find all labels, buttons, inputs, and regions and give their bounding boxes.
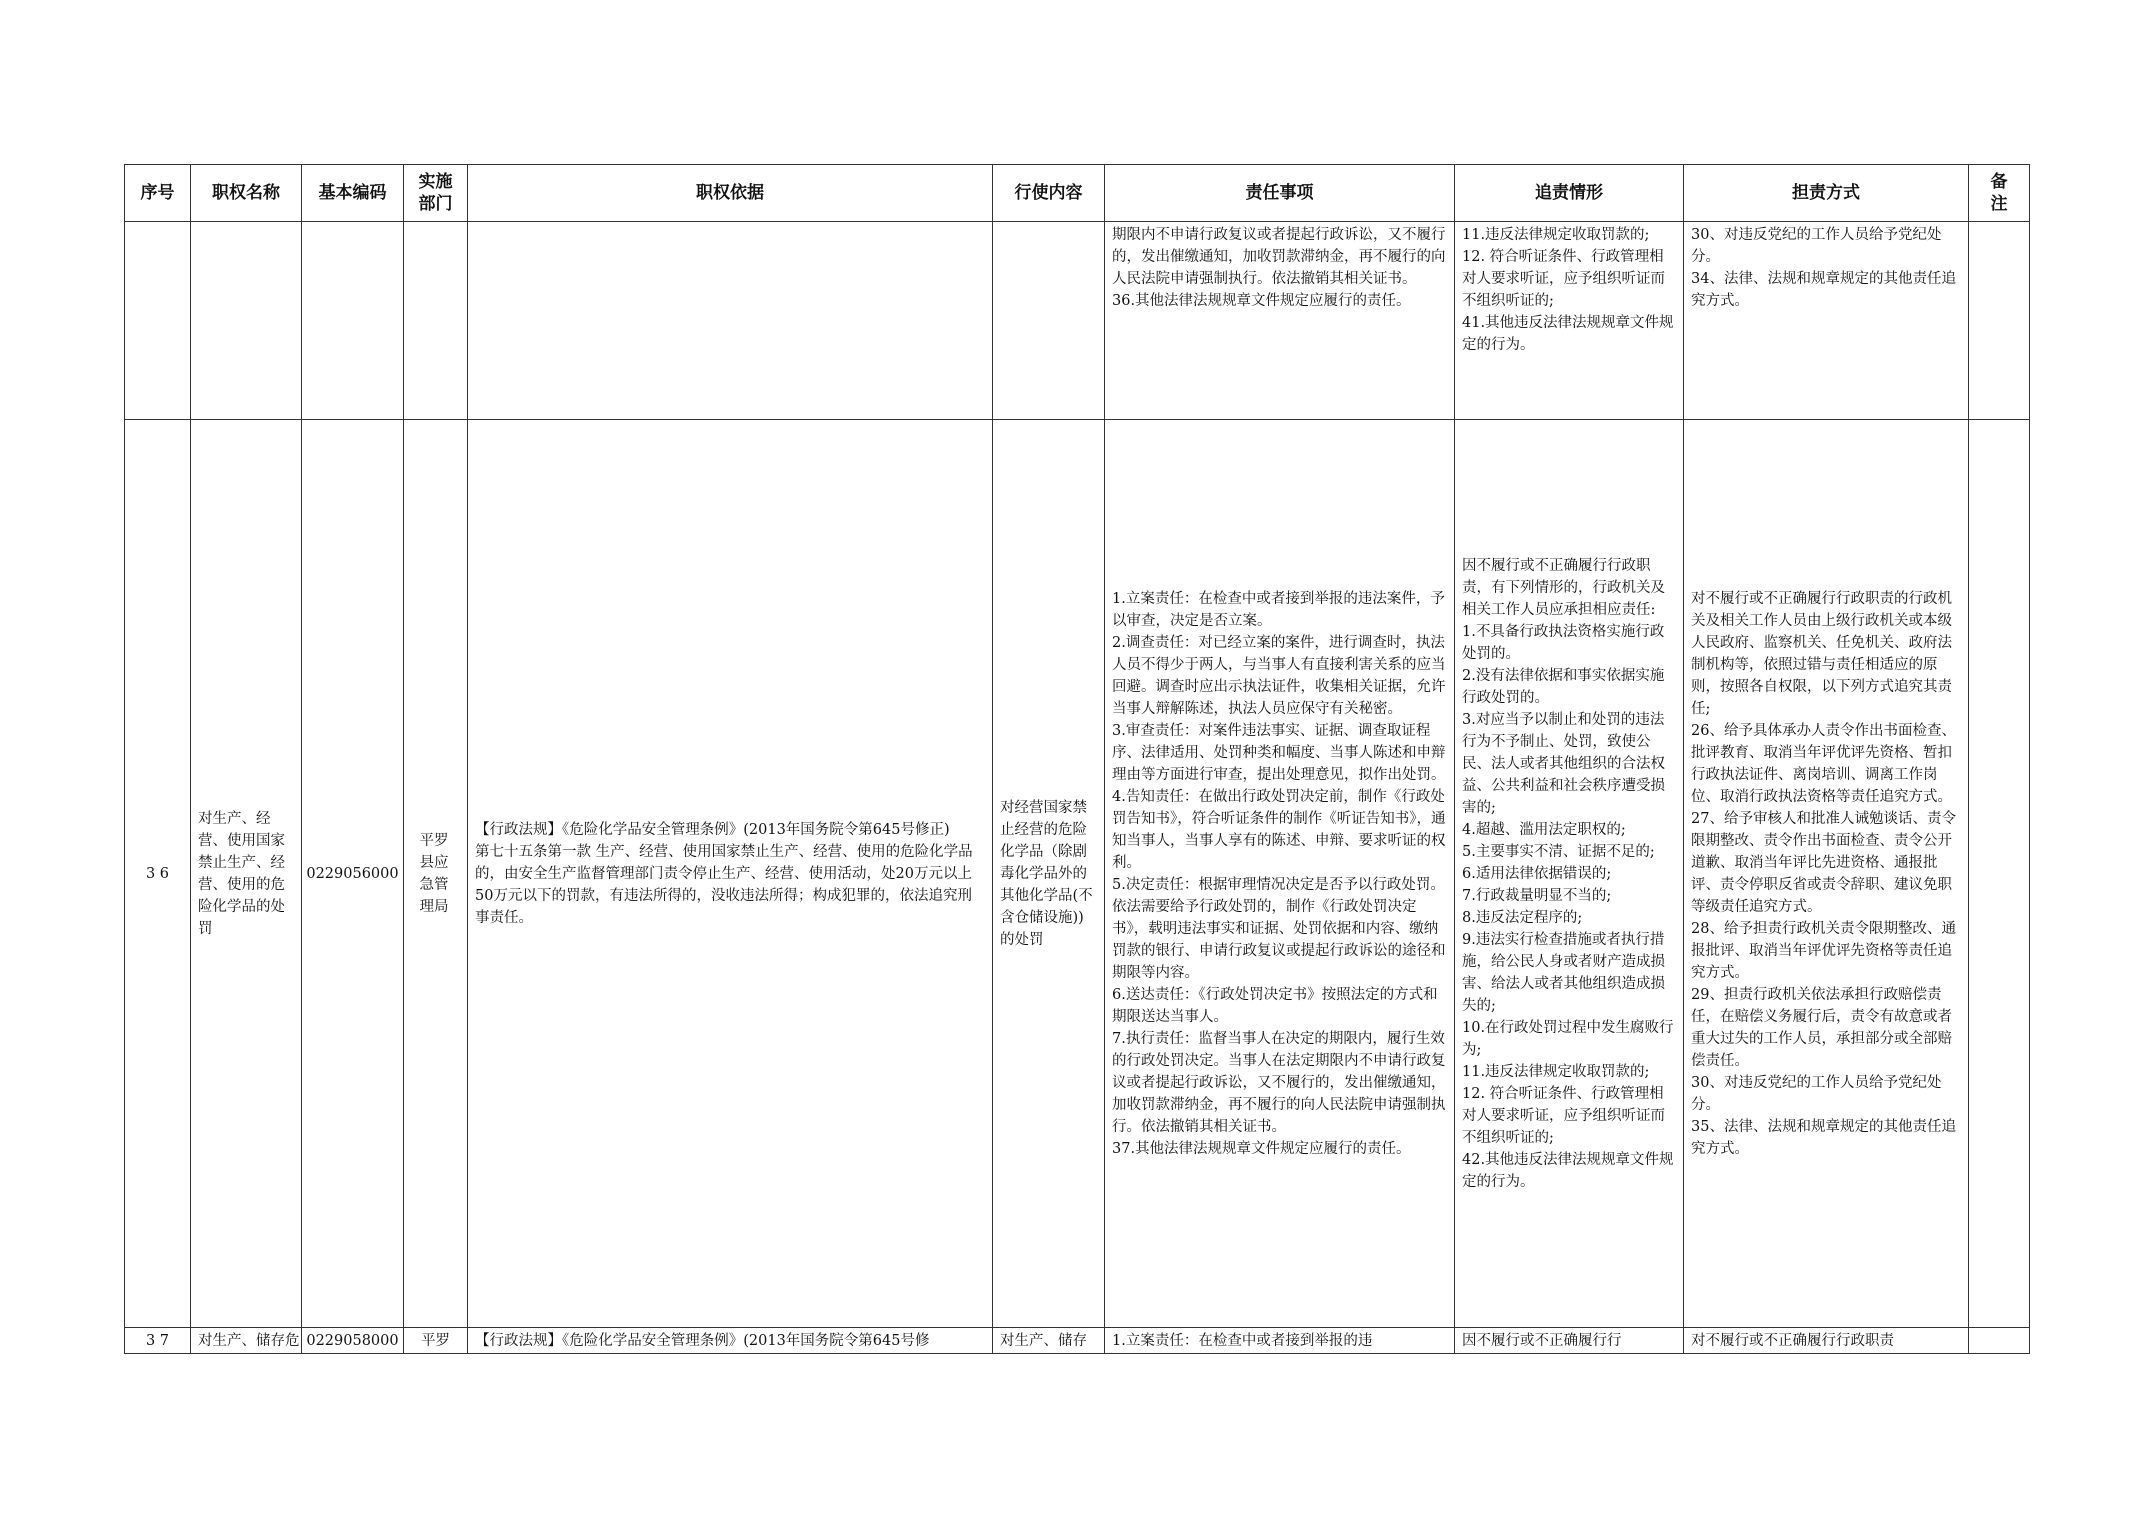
cell-accountability <box>1455 222 1684 420</box>
cell-responsibility <box>1684 222 1969 420</box>
cell-responsibility <box>1684 420 1969 1328</box>
header-name: 职权名称 <box>191 165 302 222</box>
header-content: 行使内容 <box>993 165 1105 222</box>
accountability-item: 42.其他违反法律法规规章文件规定的行为。 <box>1462 1151 1674 1190</box>
cell-code <box>302 222 404 420</box>
header-responsibility: 担责方式 <box>1684 165 1969 222</box>
accountability-item: 因不履行或不正确履行行政职责，有下列情形的，行政机关及相关工作人员应承担相应责任: <box>1462 557 1665 618</box>
accountability-item: 12. 符合听证条件、行政管理相对人要求听证，应予组织听证而不组织听证的; <box>1462 1085 1665 1146</box>
header-row <box>125 165 2030 222</box>
table-row <box>125 1328 2030 1354</box>
duty-item: 1.立案责任：在检查中或者接到举报的违法案件，予以审查，决定是否立案。 <box>1112 590 1445 629</box>
table-row <box>125 222 2030 420</box>
cell-name <box>191 1328 302 1354</box>
authority-table <box>124 164 2030 1354</box>
cell-content <box>993 222 1105 420</box>
cell-remark <box>1969 1328 2030 1354</box>
accountability-item: 7.行政裁量明显不当的; <box>1462 887 1612 904</box>
cell-name <box>191 222 302 420</box>
cell-content <box>993 420 1105 1328</box>
header-seq: 序号 <box>125 165 191 222</box>
duty-item: 6.送达责任：《行政处罚决定书》按照法定的方式和期限送达当事人。 <box>1112 986 1438 1025</box>
responsibility-item: 30、对违反党纪的工作人员给予党纪处分。 <box>1691 227 1942 265</box>
header-basis: 职权依据 <box>468 165 993 222</box>
header-code: 基本编码 <box>302 165 404 222</box>
responsibility-item: 26、给予具体承办人责令作出书面检查、批评教育、取消当年评优评先资格、暂扣行政执法证件、离岗培训、调离工作岗位、取消行政执法资格等责任追究方式。 <box>1691 722 1956 805</box>
header-accountability: 追责情形 <box>1455 165 1684 222</box>
duty-item: 2.调查责任：对已经立案的案件，进行调查时，执法人员不得少于两人，与当事人有直接利害关系的应当回避。调查时应出示执法证件，收集相关证据，允许当事人辩解陈述，执法人员应保守有关秘密。 <box>1112 634 1446 717</box>
cell-duties <box>1105 1328 1455 1354</box>
name-text: 对生产、经营、使用国家禁止生产、经营、使用的危险化学品的处罚 <box>198 810 285 937</box>
content-text: 对生产、储存 <box>1000 1332 1087 1349</box>
accountability-item: 10.在行政处罚过程中发生腐败行为; <box>1462 1019 1674 1058</box>
duty-item: 36.其他法律法规规章文件规定应履行的责任。 <box>1112 293 1411 309</box>
responsibility-item: 35、法律、法规和规章规定的其他责任追究方式。 <box>1691 1118 1956 1157</box>
cell-seq: 3 6 <box>125 420 191 1328</box>
basis-item: 【行政法规】《危险化学品安全管理条例》(2013年国务院令第645号修 <box>475 1332 930 1349</box>
header-remark-text: 备注 <box>1990 172 2008 214</box>
table-row <box>125 420 2030 1328</box>
duty-item: 37.其他法律法规规章文件规定应履行的责任。 <box>1112 1140 1411 1157</box>
cell-seq: 3 7 <box>125 1328 191 1354</box>
header-duties: 责任事项 <box>1105 165 1455 222</box>
cell-duties <box>1105 222 1455 420</box>
cell-remark <box>1969 222 2030 420</box>
cell-seq <box>125 222 191 420</box>
accountability-item: 11.违反法律规定收取罚款的; <box>1462 1063 1650 1080</box>
accountability-item: 8.违反法定程序的; <box>1462 909 1583 926</box>
cell-code: 0229058000 <box>302 1328 404 1354</box>
cell-content <box>993 1328 1105 1354</box>
cell-accountability <box>1455 1328 1684 1354</box>
dept-text: 平罗县应急管理局 <box>419 832 449 915</box>
accountability-item: 因不履行或不正确履行行 <box>1462 1332 1622 1349</box>
cell-remark <box>1969 420 2030 1328</box>
header-dept-text: 实施部门 <box>418 172 453 214</box>
cell-responsibility <box>1684 1328 1969 1354</box>
basis-item: 【行政法规】《危险化学品安全管理条例》(2013年国务院令第645号修正) <box>475 821 950 838</box>
cell-basis <box>468 222 993 420</box>
duty-item: 4.告知责任：在做出行政处罚决定前，制作《行政处罚告知书》，符合听证条件的制作《听证告知书》，通知当事人，当事人享有的陈述、申辩、要求听证的权利。 <box>1112 788 1446 871</box>
responsibility-item: 对不履行或不正确履行行政职责 <box>1691 1332 1894 1349</box>
cell-duties <box>1105 420 1455 1328</box>
accountability-item: 3.对应当予以制止和处罚的违法行为不予制止、处罚，致使公民、法人或者其他组织的合法权益、公共利益和社会秩序遭受损害的; <box>1462 711 1665 816</box>
accountability-item: 1.不具备行政执法资格实施行政处罚的。 <box>1462 623 1665 662</box>
header-remark <box>1969 165 2030 222</box>
accountability-item: 12. 符合听证条件、行政管理相对人要求听证，应予组织听证而不组织听证的; <box>1462 249 1665 309</box>
responsibility-item: 对不履行或不正确履行行政职责的行政机关及相关工作人员由上级行政机关或本级人民政府、监察机关、任免机关、政府法制机构等，依照过错与责任相适应的原则，按照各自权限，以下列方式追究其责任; <box>1691 590 1952 717</box>
cell-name <box>191 420 302 1328</box>
cell-dept: 平罗 <box>404 1328 468 1354</box>
cell-basis <box>468 420 993 1328</box>
responsibility-item: 29、担责行政机关依法承担行政赔偿责任，在赔偿义务履行后，责令有故意或者重大过失的工作人员，承担部分或全部赔偿责任。 <box>1691 986 1952 1069</box>
accountability-item: 9.违法实行检查措施或者执行措施，给公民人身或者财产造成损害、给法人或者其他组织造成损失的; <box>1462 931 1665 1014</box>
accountability-item: 6.适用法律依据错误的; <box>1462 865 1612 882</box>
accountability-item: 5.主要事实不清、证据不足的; <box>1462 843 1655 860</box>
basis-item: 第七十五条第一款 生产、经营、使用国家禁止生产、经营、使用的危险化学品的，由安全生产监督管理部门责令停止生产、经营、使用活动，处20万元以上50万元以下的罚款，有违法所得的，没收违法所得；构成犯罪的，依法追究刑事责任。 <box>475 843 973 926</box>
header-dept <box>404 165 468 222</box>
duty-item: 期限内不申请行政复议或者提起行政诉讼，又不履行的，发出催缴通知，加收罚款滞纳金，再不履行的向人民法院申请强制执行。依法撤销其相关证书。 <box>1112 227 1446 287</box>
responsibility-item: 34、法律、法规和规章规定的其他责任追究方式。 <box>1691 271 1956 309</box>
accountability-item: 4.超越、滥用法定职权的; <box>1462 821 1626 838</box>
cell-accountability <box>1455 420 1684 1328</box>
content-text: 对经营国家禁止经营的危险化学品（除剧毒化学品外的其他化学品(不含仓储设施))的处罚 <box>1000 799 1093 948</box>
name-text: 对生产、储存危 <box>198 1332 300 1349</box>
cell-dept <box>404 222 468 420</box>
responsibility-item: 30、对违反党纪的工作人员给予党纪处分。 <box>1691 1074 1942 1113</box>
responsibility-item: 27、给予审核人和批准人诫勉谈话、责令限期整改、责令作出书面检查、责令公开道歉、取消当年评比先进资格、通报批评、责令停职反省或责令辞职、建议免职等级责任追究方式。 <box>1691 810 1956 915</box>
responsibility-item: 28、给予担责行政机关责令限期整改、通报批评、取消当年评优评先资格等责任追究方式。 <box>1691 920 1956 981</box>
duty-item: 1.立案责任：在检查中或者接到举报的违 <box>1112 1332 1373 1349</box>
accountability-item: 11.违反法律规定收取罚款的; <box>1462 227 1650 243</box>
duty-item: 3.审查责任：对案件违法事实、证据、调查取证程序、法律适用、处罚种类和幅度、当事人陈述和申辩理由等方面进行审查，提出处理意见，拟作出处罚。 <box>1112 722 1446 783</box>
cell-code: 0229056000 <box>302 420 404 1328</box>
cell-basis <box>468 1328 993 1354</box>
duty-item: 7.执行责任：监督当事人在决定的期限内，履行生效的行政处罚决定。当事人在法定期限内不申请行政复议或者提起行政诉讼，又不履行的，发出催缴通知，加收罚款滞纳金，再不履行的向人民法院申请强制执行。依法撤销其相关证书。 <box>1112 1030 1446 1135</box>
cell-dept <box>404 420 468 1328</box>
accountability-item: 2.没有法律依据和事实依据实施行政处罚的。 <box>1462 667 1665 706</box>
accountability-item: 41.其他违反法律法规规章文件规定的行为。 <box>1462 315 1674 353</box>
duty-item: 5.决定责任：根据审理情况决定是否予以行政处罚。依法需要给予行政处罚的，制作《行政处罚决定书》，载明违法事实和证据、处罚依据和内容、缴纳罚款的银行、申请行政复议或提起行政诉讼的途径和期限等内容。 <box>1112 876 1446 981</box>
